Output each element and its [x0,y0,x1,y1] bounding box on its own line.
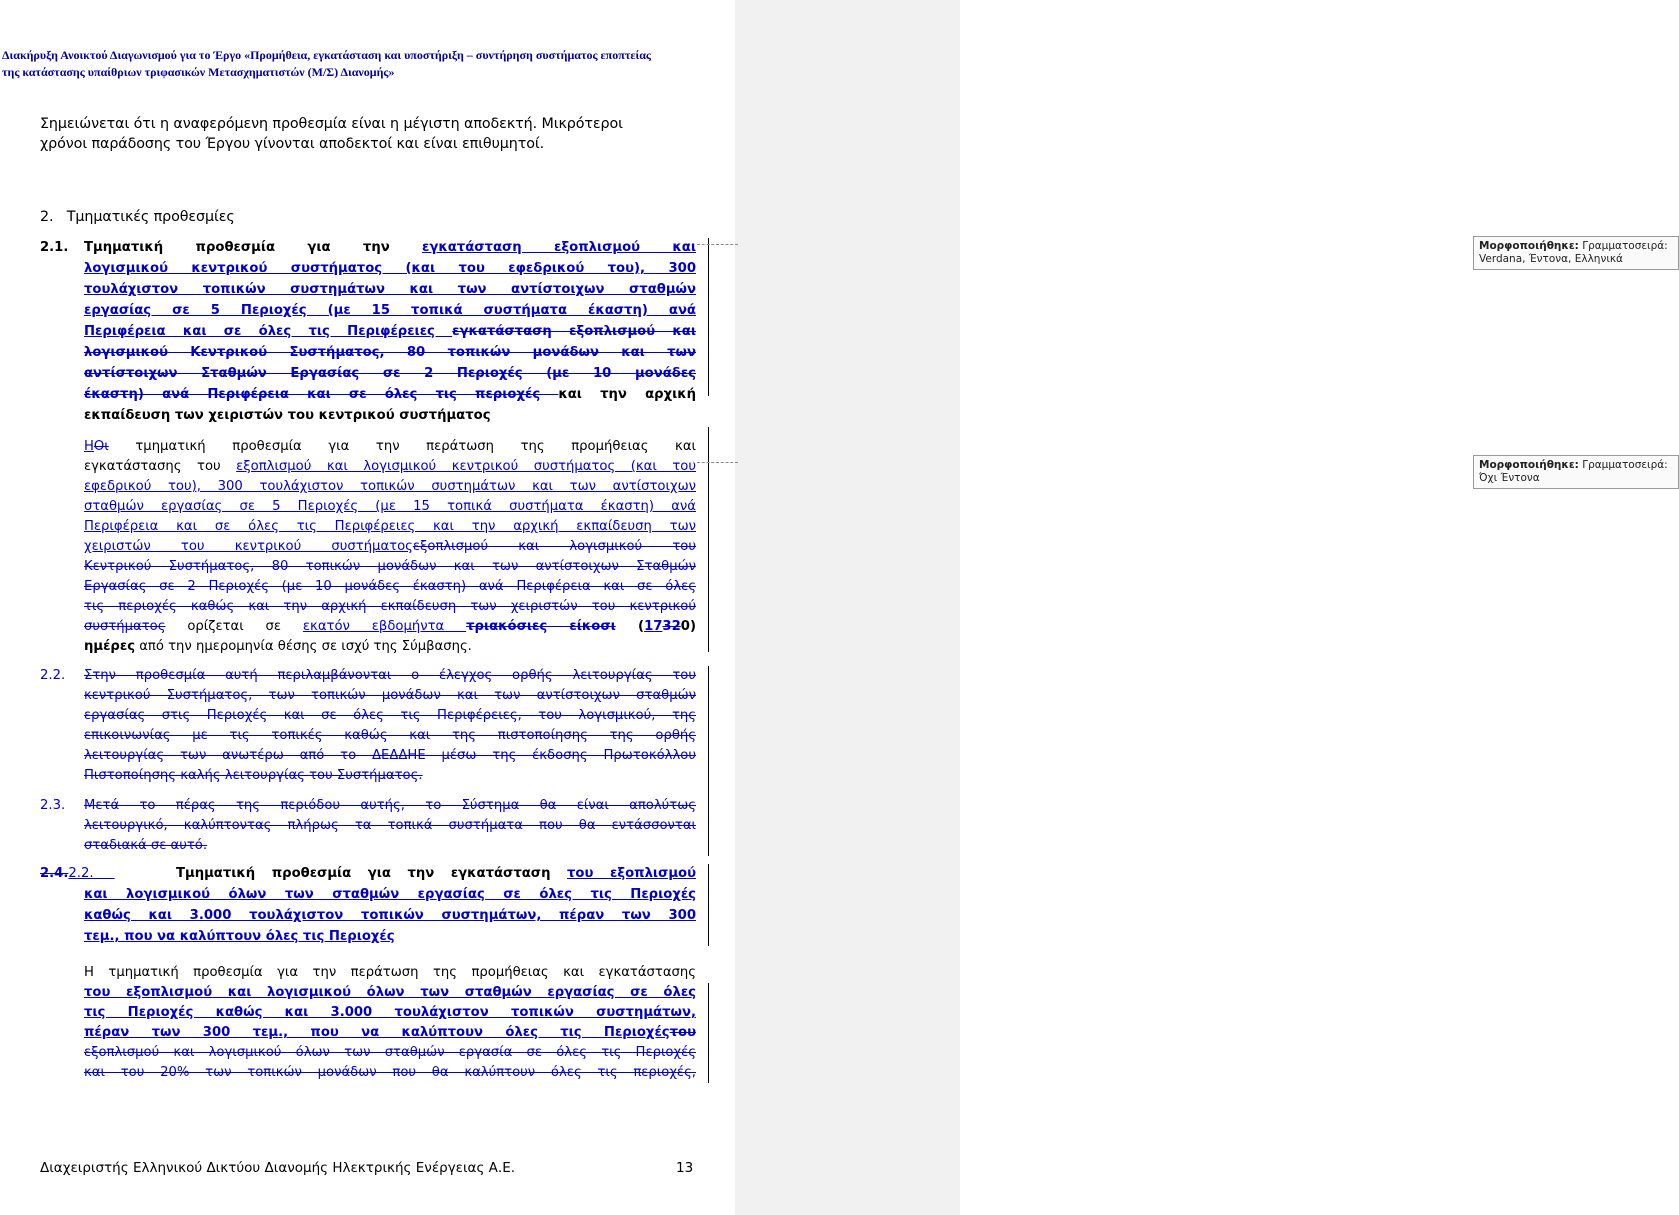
s21-line-2: λογισμικού κεντρικού συστήματος (και του εφεδρικού του), 300 [84,261,696,276]
comment-connector [697,244,738,245]
p2-line-2 [84,457,696,477]
p2-deleted: 32 [662,619,681,634]
comment-label: Μορφοποιήθηκε: [1479,240,1579,252]
p2-deleted: Οι [93,439,109,454]
s21-line-3: τουλάχιστον τοπικών συστημάτων και των αντίστοιχων σταθμών [84,282,696,297]
s24-number [40,864,115,884]
s21-text: και την αρχική [558,387,696,402]
s22-line-5: λειτουργίας των ανωτέρω από το ΔΕΔΔΗΕ μέσω της έκδοσης Πρωτοκόλλου [84,748,696,763]
p3-deleted: του [669,1025,696,1040]
s24-line-2: και λογισμικού όλων των σταθμών εργασίας σε όλες τις Περιοχές [84,887,696,902]
p3-inserted: πέραν των 300 τεμ., που να καλύπτουν όλες τις Περιοχές [84,1025,670,1040]
comment-connector [697,462,738,463]
s24-line-1 [176,864,696,884]
p2-deleted: συστήματος [84,619,166,634]
s22-line-3: εργασίας στις Περιοχές και σε όλες τις Περιφέρειες, του λογισμικού, της [84,708,696,723]
comment-margin [735,0,1668,1215]
s22-line-2: κεντρικού Συστήματος, των τοπικών μονάδων και των αντίστοιχων σταθμών [84,688,696,703]
s21-deleted: εγκατάσταση εξοπλισμού και [452,324,696,339]
s22-line-1: Στην προθεσμία αυτή περιλαμβάνονται ο έλεγχος ορθής λειτουργίας του [84,668,696,683]
s24-line-3: καθώς και 3.000 τουλάχιστον τοπικών συστημάτων, πέραν των 300 [84,908,696,923]
s24-text: Τμηματική προθεσμία για την εγκατάσταση [176,866,568,881]
section-heading [40,208,235,227]
s21-line-6: λογισμικού Κεντρικού Συστήματος, 80 τοπικών μονάδων και των [84,345,696,360]
s21-text: Τμηματική προθεσμία για την [84,240,423,255]
p2-text: τμηματική προθεσμία για την περάτωση της προμήθειας και [108,439,696,454]
p2-inserted: εξοπλισμού και λογισμικού κεντρικού συστήματος (και του [236,459,696,474]
format-comment-2[interactable] [1473,455,1679,489]
s21-line-5 [84,322,696,342]
comment-text: Γραμματοσειρά: Όχι Έντονα [1479,459,1668,484]
s24-number-deleted: 2.4. [40,866,69,881]
p2-text: από την ημερομηνία θέσης σε ισχύ της Σύμβασης. [135,639,472,654]
p2-line-6 [84,537,696,557]
p3-line-6: και του 20% των τοπικών μονάδων που θα καλύπτουν όλες τις περιοχές, [84,1065,696,1080]
document-page [0,0,735,1215]
s21-line-1 [84,238,696,258]
s24-number-inserted: 2.2. [68,866,94,881]
s22-number: 2.2. [40,668,66,683]
p2-line-4: σταθμών εργασίας σε 5 Περιοχές (με 15 τοπικά συστήματα έκαστη) ανά [84,499,696,514]
p2-line-10 [84,617,696,637]
s21-line-4: εργασίας σε 5 Περιοχές (με 15 τοπικά συστήματα έκαστη) ανά [84,303,696,318]
section-number: 2. [40,209,54,225]
p2-line-8: Εργασίας σε 2 Περιοχές (με 10 μονάδες έκαστη) ανά Περιφέρεια και σε όλες [84,579,696,594]
p2-line-3: εφεδρικού του), 300 τουλάχιστον τοπικών συστημάτων και των αντίστοιχων [84,479,696,494]
p3-line-1: Η τμηματική προθεσμία για την περάτωση της προμήθειας και εγκατάστασης [84,965,696,980]
p2-line-1 [84,437,696,457]
header-line-2: της κατάστασης υπαίθριων τριφασικών Μετασχηματιστών (Μ/Σ) Διανομής» [2,65,395,79]
p2-inserted: Η [84,439,94,454]
p2-text: 0) [680,619,696,634]
p2-text: εγκατάστασης του [84,459,237,474]
s24-inserted: του εξοπλισμού [567,866,696,881]
p2-text: ( [615,619,645,634]
p3-line-4 [84,1023,696,1043]
comment-label: Μορφοποιήθηκε: [1479,459,1579,471]
s23-line-1: Μετά το πέρας της περιόδου αυτής, το Σύστημα θα είναι απολύτως [84,798,696,813]
footer-text: Διαχειριστής Ελληνικού Δικτύου Διανομής Ηλεκτρικής Ενέργειας Α.Ε. [40,1160,516,1176]
s21-inserted: Περιφέρεια και σε όλες τις Περιφέρειες [84,324,453,339]
change-bar [708,427,709,652]
change-bar [708,983,709,1083]
s22-line-6: Πιστοποίησης καλής λειτουργίας του Συστήματος. [84,768,423,783]
s21-line-8 [84,385,696,405]
format-comment-1[interactable] [1473,236,1679,270]
p2-text: ορίζεται σε [165,619,303,634]
p2-line-9: τις περιοχές καθώς και την αρχική εκπαίδευση των χειριστών του κεντρικού [84,599,696,614]
p2-deleted: εξοπλισμού και λογισμικού του [412,539,696,554]
s21-number: 2.1. [40,240,69,255]
p2-line-7: Κεντρικού Συστήματος, 80 τοπικών μονάδων και των αντίστοιχων Σταθμών [84,559,696,574]
p2-inserted: χειριστών του κεντρικού συστήματος [84,539,413,554]
intro-line-2: χρόνοι παράδοσης του Έργου γίνονται αποδεκτοί και είναι επιθυμητοί. [40,136,545,152]
s24-line-4: τεμ., που να καλύπτουν όλες τις Περιοχές [84,929,395,944]
p3-line-2: του εξοπλισμού και λογισμικού όλων των σταθμών εργασίας σε όλες [84,985,696,1000]
section-title: Τμηματικές προθεσμίες [66,209,235,225]
p2-line-5: Περιφέρεια και σε όλες τις Περιφέρειες και την αρχική εκπαίδευση των [84,519,696,534]
s21-inserted: εγκατάσταση εξοπλισμού και [422,240,696,255]
s21-line-7: αντίστοιχων Σταθμών Εργασίας σε 2 Περιοχές (με 10 μονάδες [84,366,696,381]
p2-inserted: 17 [644,619,663,634]
header-line-1: Διακήρυξη Ανοικτού Διαγωνισμού για το Έργο «Προμήθεια, εγκατάσταση και υποστήριξη – συντήρηση συστήματος εποπτείας [2,48,651,62]
s21-deleted: έκαστη) ανά Περιφέρεια και σε όλες τις περιοχές [84,387,559,402]
s22-line-4: επικοινωνίας με τις τοπικές καθώς και της πιστοποίησης της ορθής [84,728,696,743]
comment-text: Γραμματοσειρά: Verdana, Έντονα, Ελληνικά [1479,240,1668,265]
page-number: 13 [676,1160,694,1176]
s23-line-2: λειτουργικό, καλύπτοντας πλήρως τα τοπικά συστήματα που θα εντάσσονται [84,818,696,833]
p3-line-3: τις Περιοχές καθώς και 3.000 τουλάχιστον τοπικών συστημάτων, [84,1005,696,1020]
p3-line-5: εξοπλισμού και λογισμικού όλων των σταθμών εργασία σε όλες τις Περιοχές [84,1045,696,1060]
change-bar [708,238,709,396]
p2-line-11 [84,637,696,657]
change-bar [708,666,709,856]
intro-line-1: Σημειώνεται ότι η αναφερόμενη προθεσμία είναι η μέγιστη αποδεκτή. Μικρότεροι [40,116,623,132]
p2-text: ημέρες [84,639,136,654]
s21-line-9: εκπαίδευση των χειριστών του κεντρικού συστήματος [84,408,491,423]
s23-number: 2.3. [40,798,66,813]
s23-line-3: σταδιακά σε αυτό. [84,838,208,853]
p2-inserted: εκατόν εβδομήντα [302,619,467,634]
p2-deleted: τριακόσιες είκοσι [466,619,616,634]
change-bar [708,864,709,946]
